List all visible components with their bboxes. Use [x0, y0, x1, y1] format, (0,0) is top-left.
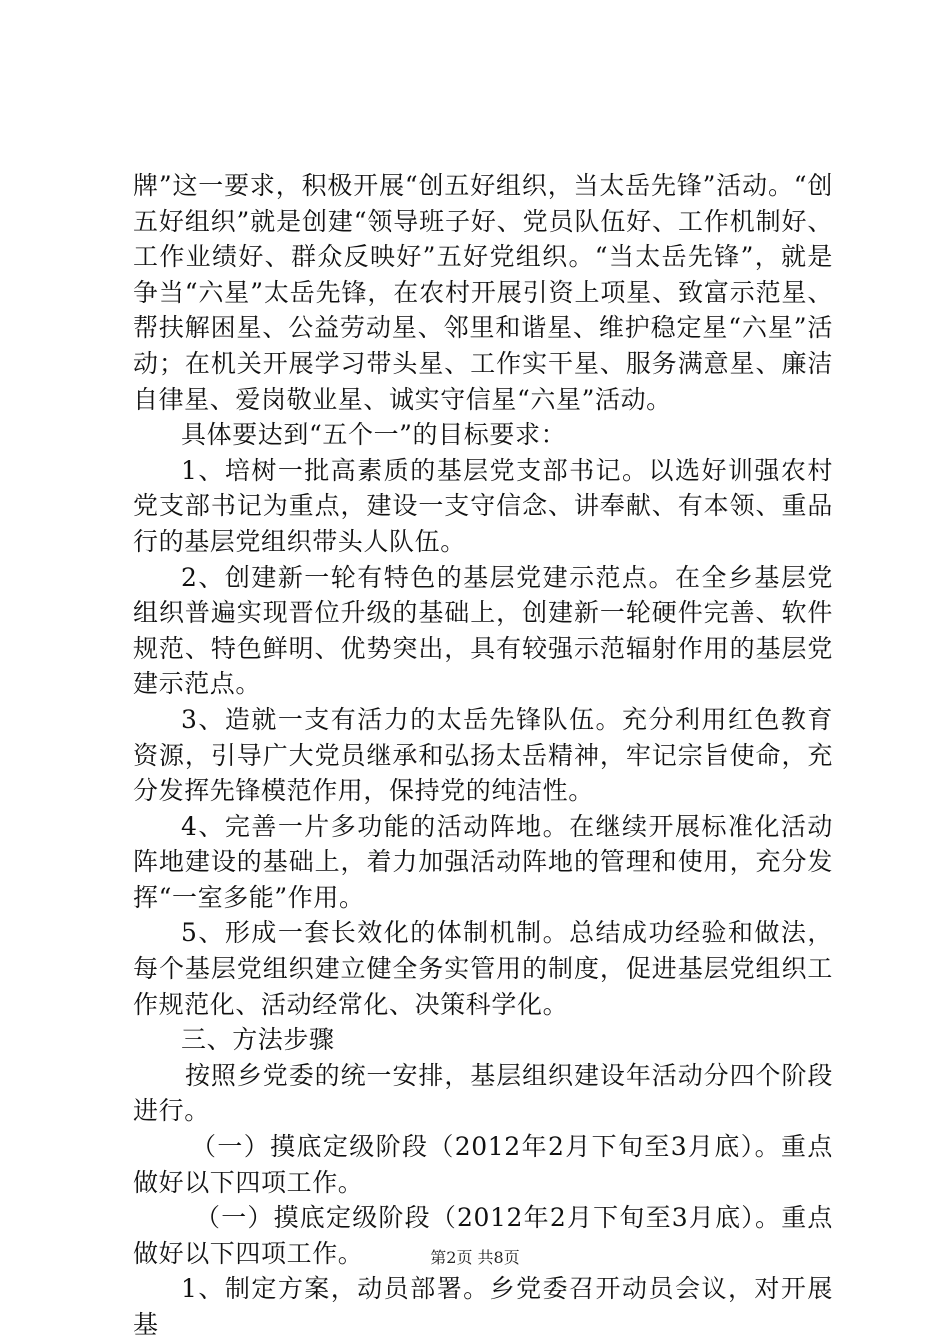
page-footer: 第2页 共8页 — [430, 1248, 520, 1267]
paragraph-phase-1-repeat: （一）摸底定级阶段（2012年2月下旬至3月底）。重点做好以下四项工作。 — [133, 1203, 833, 1268]
section-heading-methods: 三、方法步骤 — [181, 1025, 335, 1055]
paragraph-goal-3: 3、造就一支有活力的太岳先锋队伍。充分利用红色教育资源，引导广大党员继承和弘扬太岳精神，牢记宗旨使命，充分发挥先锋模范作用，保持党的纯洁性。 — [133, 704, 833, 806]
paragraph-step-1: 1、制定方案，动员部署。乡党委召开动员会议，对开展基 — [133, 1274, 833, 1339]
paragraph-goal-4: 4、完善一片多功能的活动阵地。在继续开展标准化活动阵地建设的基础上，着力加强活动阵地的管理和使用，充分发挥“一室多能”作用。 — [133, 811, 833, 912]
paragraph-phase-1: （一）摸底定级阶段（2012年2月下旬至3月底）。重点做好以下四项工作。 — [133, 1132, 833, 1197]
paragraph-intro: 牌”这一要求，积极开展“创五好组织，当太岳先锋”活动。“创五好组织”就是创建“领导班子好、党员队伍好、工作机制好、工作业绩好、群众反映好”五好党组织。“当太岳先锋”，就是争当“六星”太岳先锋，在农村开展引资上项星、致富示范星、帮扶解困星、公益劳动星、邻里和谐星、维护稳定星“六星”活动；在机关开展学习带头星、工作实干星、服务满意星、廉洁自律星、爱岗敬业星、诚实守信星“六星”活动。 — [133, 171, 833, 414]
paragraph-goal-1: 1、培树一批高素质的基层党支部书记。以选好训强农村党支部书记为重点，建设一支守信念、讲奉献、有本领、重品行的基层党组织带头人队伍。 — [133, 455, 833, 556]
paragraph-goal-2: 2、创建新一轮有特色的基层党建示范点。在全乡基层党组织普遍实现晋位升级的基础上，创建新一轮硬件完善、软件规范、特色鲜明、优势突出，具有较强示范辐射作用的基层党建示范点。 — [133, 562, 833, 699]
paragraph-goals-heading: 具体要达到“五个一”的目标要求： — [181, 420, 567, 450]
paragraph-methods-intro: 按照乡党委的统一安排，基层组织建设年活动分四个阶段进行。 — [133, 1060, 833, 1126]
paragraph-goal-5: 5、形成一套长效化的体制机制。总结成功经验和做法，每个基层党组织建立健全务实管用的制度，促进基层党组织工作规范化、活动经常化、决策科学化。 — [133, 918, 833, 1019]
document-body — [133, 168, 833, 1343]
